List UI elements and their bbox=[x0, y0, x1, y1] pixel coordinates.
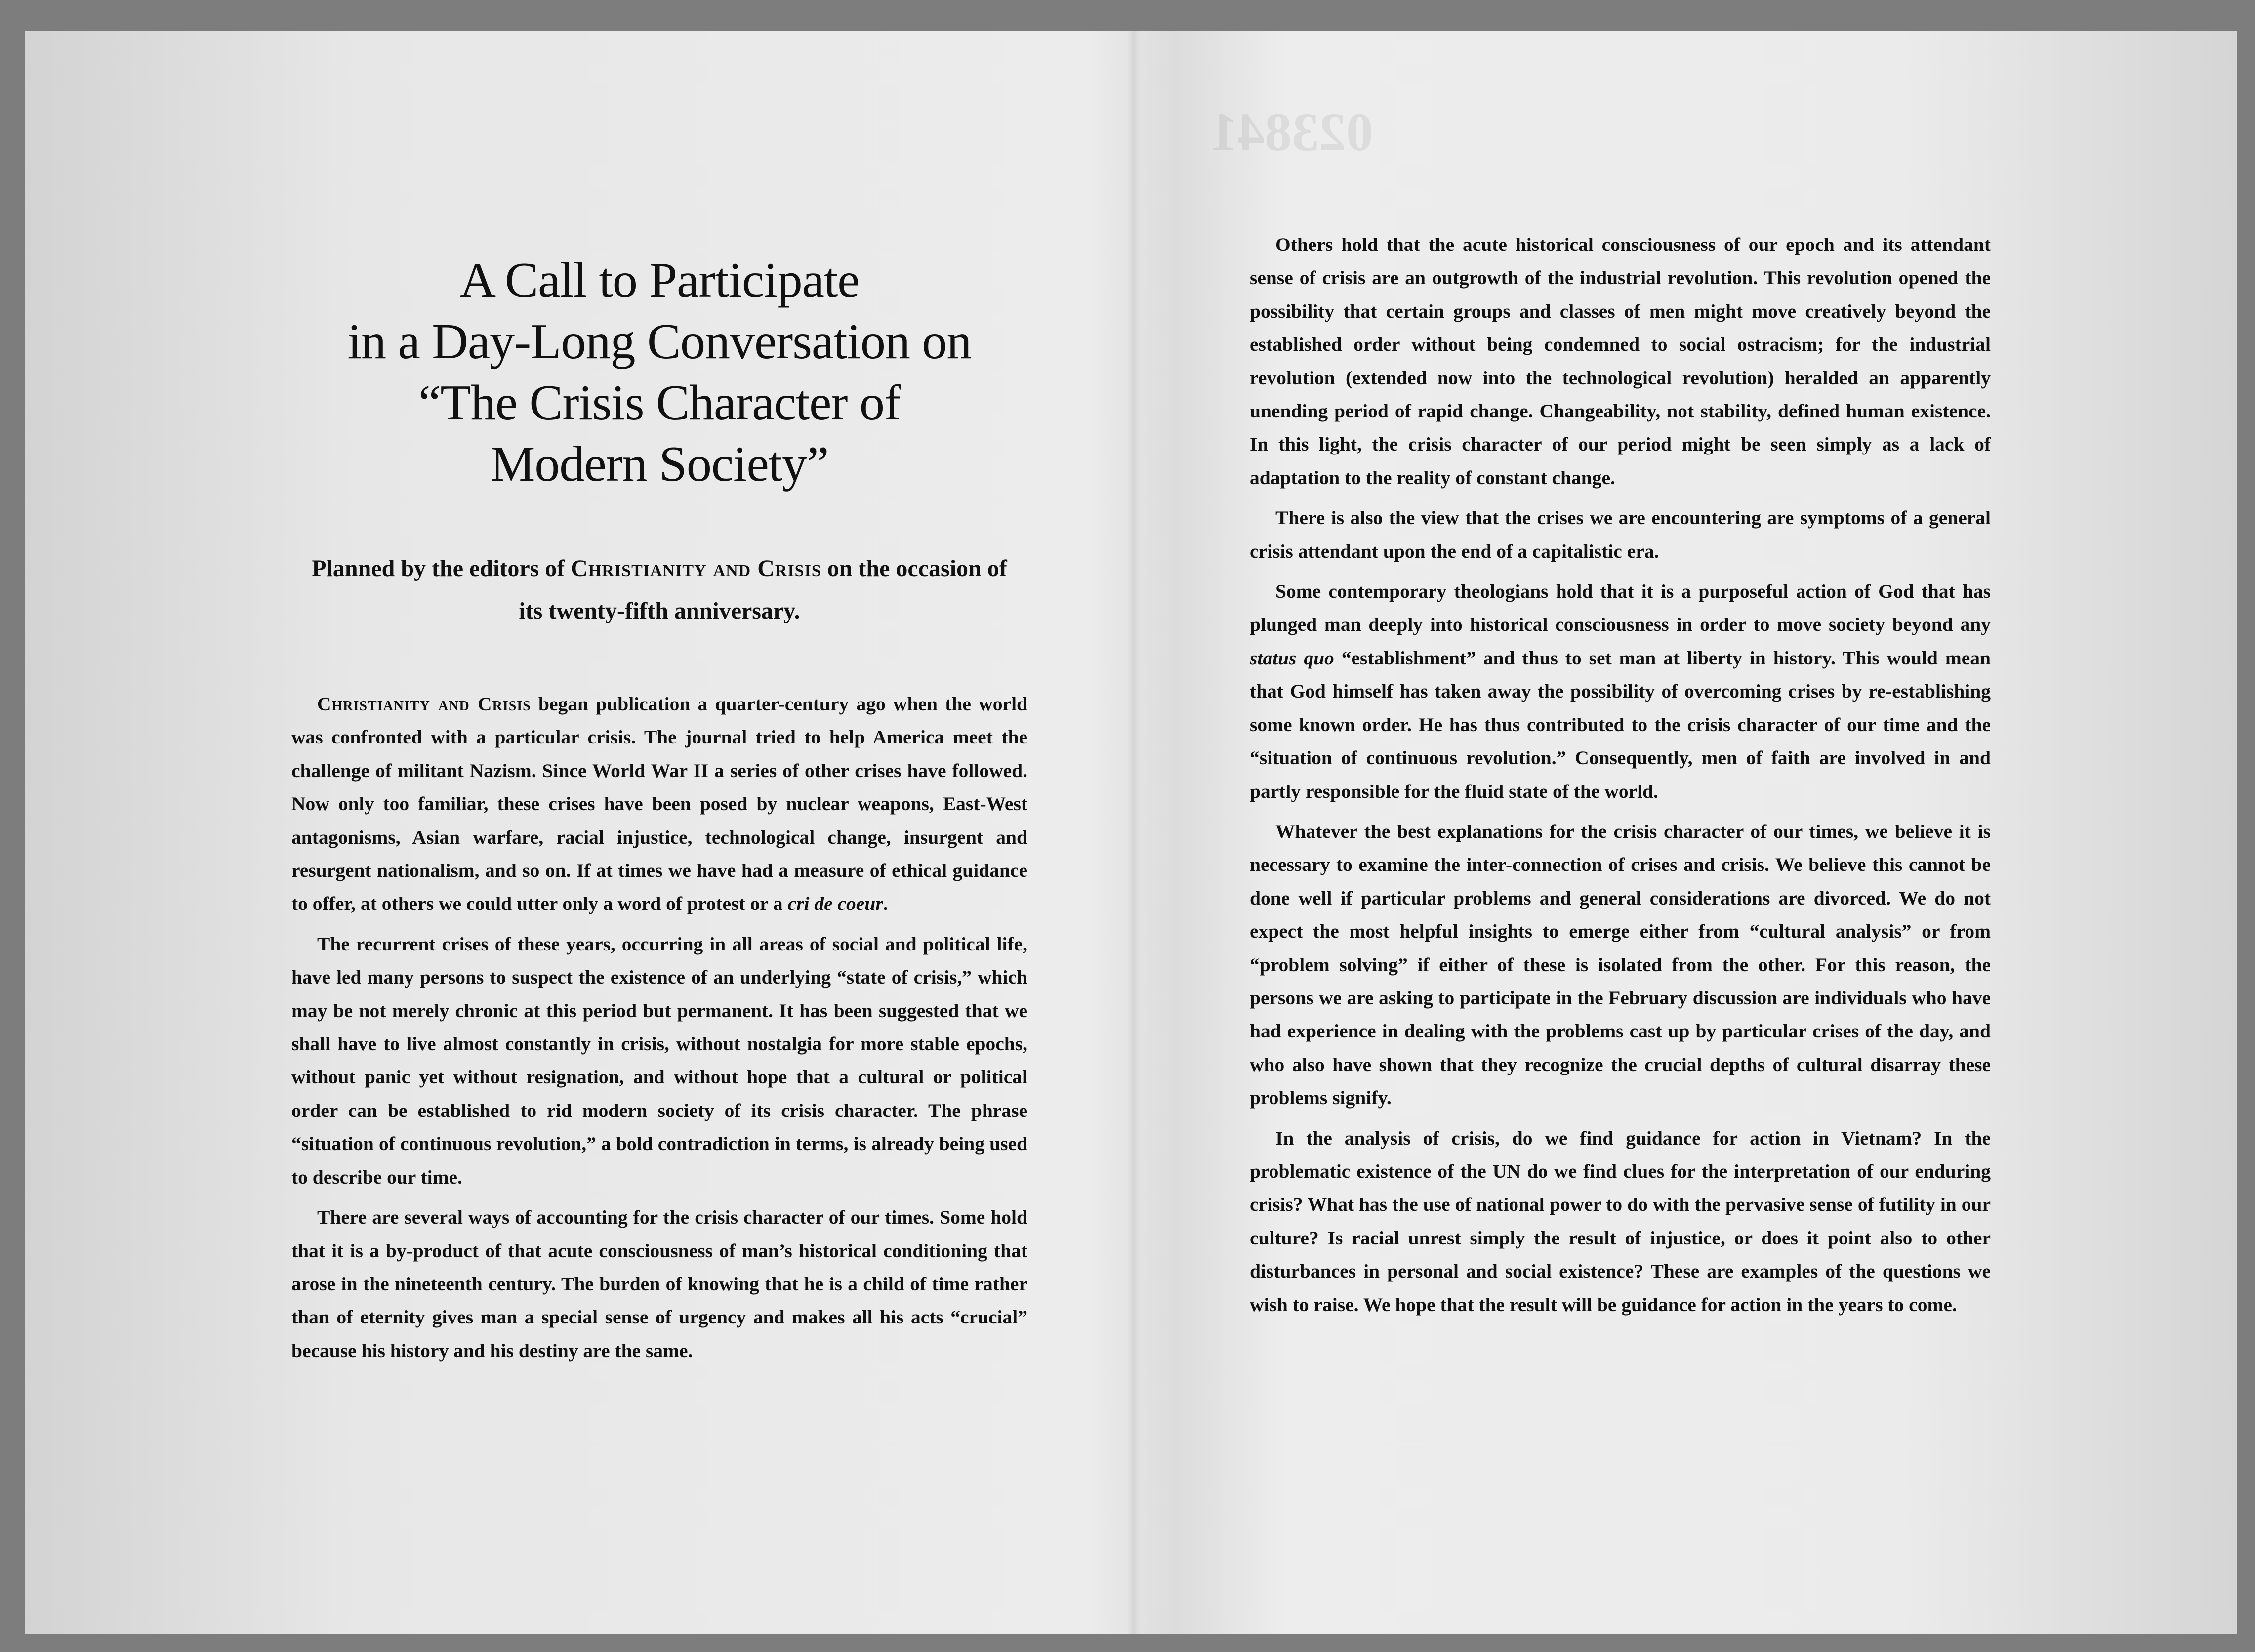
subtitle-before: Planned by the editors of bbox=[312, 555, 571, 581]
title-line: in a Day-Long Conversation on bbox=[347, 314, 972, 370]
right-body-text bbox=[1250, 228, 1991, 1322]
center-fold bbox=[1127, 31, 1140, 1634]
italic-phrase: status quo bbox=[1250, 647, 1334, 669]
title-line: A Call to Participate bbox=[459, 252, 860, 308]
paragraph-text: Some contemporary theologians hold that it is a purposeful action of God that has plunged man deeply into historical consciousness in order to move society beyond any bbox=[1250, 580, 1991, 636]
paragraph-text: “establishment” and thus to set man at liberty in history. This would mean that God himself has taken away the possibility of overcoming crises by re-establishing some known order. He has thus contributed to the crisis character of our time and the “situation of continuous revolution.” Consequently, men of faith are involved in and partly responsible for the fluid state of the world. bbox=[1250, 647, 1991, 802]
journal-name: Christianity and Crisis bbox=[317, 693, 531, 715]
paragraph: The recurrent crises of these years, occurring in all areas of social and political life, have led many persons to suspect the existence of an underlying “state of crisis,” which may be not merely chronic at this period but permanent. It has been suggested that we shall have to live almost constantly in crisis, without nostalgia for more stable epochs, without panic yet without resignation, and without hope that a cultural or political order can be established to rid modern society of its crisis character. The phrase “situation of continuous revolution,” a bold contradiction in terms, is already being used to describe our time. bbox=[291, 933, 1027, 1188]
page-spread bbox=[25, 31, 2237, 1634]
left-page bbox=[291, 228, 1027, 1374]
subtitle-after: on the occasion of its twenty-fifth anniversary. bbox=[519, 555, 1007, 624]
paragraph-end: . bbox=[883, 893, 888, 915]
paragraph bbox=[1250, 575, 1991, 808]
left-body-text bbox=[291, 688, 1027, 1367]
paragraph: There is also the view that the crises we are encountering are symptoms of a general crisis attendant upon the end of a capitalistic era. bbox=[1250, 507, 1991, 562]
paragraph bbox=[291, 688, 1027, 921]
title-line: “The Crisis Character of bbox=[418, 375, 901, 431]
page-title bbox=[291, 250, 1027, 495]
paragraph-text: began publication a quarter-century ago when the world was confronted with a particular crisis. The journal tried to help America meet the challenge of militant Nazism. Since World War II a series of other crises have followed. Now only too familiar, these crises have been posed by nuclear weapons, East-West antagonisms, Asian warfare, racial injustice, technological change, insurgent and resurgent nationalism, and so on. If at times we have had a measure of ethical guidance to offer, at others we could utter only a word of protest or a bbox=[291, 693, 1028, 915]
show-through-number: 023841 bbox=[1210, 102, 1373, 162]
paragraph: There are several ways of accounting for the crisis character of our times. Some hold that it is a by-product of that acute consciousness of man’s historical conditioning that arose in the nineteenth century. The burden of knowing that he is a child of time rather than of eternity gives man a special sense of urgency and makes all his acts “crucial” because his history and his destiny are the same. bbox=[291, 1206, 1027, 1362]
paragraph: Others hold that the acute historical consciousness of our epoch and its attendant sense of crisis are an outgrowth of the industrial revolution. This revolution opened the possibility that certain groups and classes of men might move creatively beyond the established order without being condemned to social ostracism; for the industrial revolution (extended now into the technological revolution) heralded an apparently unending period of rapid change. Changeability, not stability, defined human existence. In this light, the crisis character of our period might be seen simply as a lack of adaptation to the reality of constant change. bbox=[1250, 234, 1991, 489]
paragraph: In the analysis of crisis, do we find guidance for action in Vietnam? In the problematic existence of the UN do we find clues for the interpretation of our enduring crisis? What has the use of national power to do with the pervasive sense of futility in our culture? Is racial unrest simply the result of injustice, or does it point also to other disturbances in personal and social existence? These are examples of the questions we wish to raise. We hope that the result will be guidance for action in the years to come. bbox=[1250, 1127, 1991, 1316]
journal-name: Christianity and Crisis bbox=[571, 555, 821, 581]
paragraph: Whatever the best explanations for the crisis character of our times, we believe it is necessary to examine the inter-connection of crises and crisis. We believe this cannot be done well if particular problems and general considerations are divorced. We do not expect the most helpful insights to emerge either from “cultural analysis” or from “problem solving” if either of these is isolated from the other. For this reason, the persons we are asking to participate in the February discussion are individuals who have had experience in dealing with the problems cast up by particular crises of the day, and who also have shown that they recognize the crucial depths of cultural disarray these problems signify. bbox=[1250, 820, 1991, 1109]
document-sheet bbox=[25, 31, 2237, 1634]
subtitle bbox=[291, 547, 1027, 632]
italic-phrase: cri de coeur bbox=[787, 893, 883, 915]
right-page bbox=[1250, 228, 1991, 1328]
title-line: Modern Society” bbox=[490, 436, 829, 492]
